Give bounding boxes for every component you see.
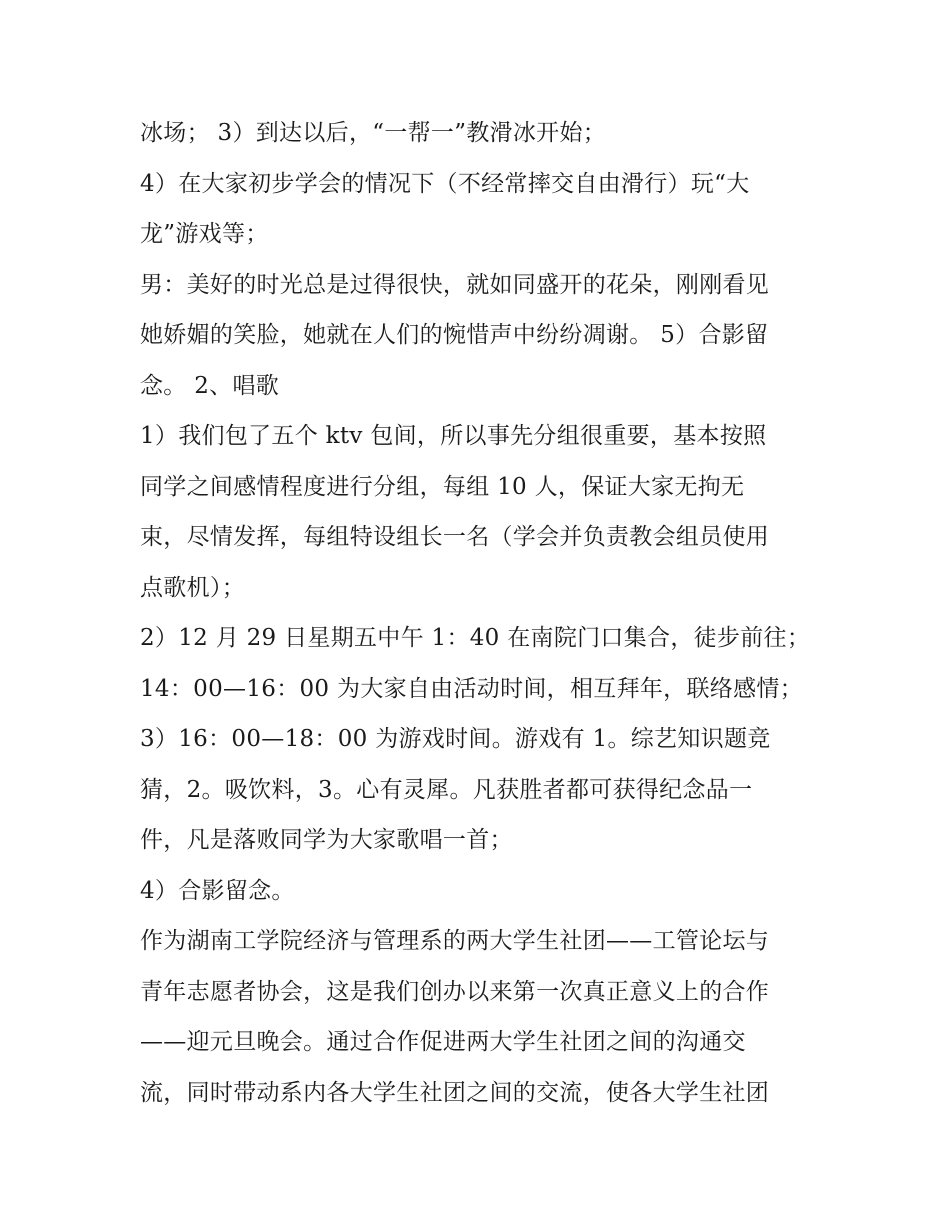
text-line: 男：美好的时光总是过得很快，就如同盛开的花朵，刚刚看见 — [140, 271, 770, 298]
text-line: 1）我们包了五个 ktv 包间，所以事先分组很重要，基本按照 — [140, 423, 767, 449]
text-line: 14：00—16：00 为大家自由活动时间，相互拜年，联络感情； — [140, 675, 803, 702]
text-line: 件，凡是落败同学为大家歌唱一首； — [140, 827, 513, 853]
text-line: 她娇媚的笑脸，她就在人们的惋惜声中纷纷凋谢。 5）合影留 — [140, 322, 769, 348]
body-text — [140, 108, 820, 1118]
text-line: 点歌机）； — [140, 574, 245, 601]
text-line: 冰场； 3）到达以后，“一帮一”教滑冰开始； — [140, 120, 607, 146]
text-line: 同学之间感情程度进行分组，每组 10 人，保证大家无拘无 — [140, 473, 745, 500]
text-line: 青年志愿者协会，这是我们创办以来第一次真正意义上的合作 — [140, 978, 770, 1005]
text-line: ——迎元旦晚会。通过合作促进两大学生社团之间的沟通交 — [140, 1029, 746, 1055]
text-line: 念。 2、唱歌 — [140, 372, 280, 399]
text-line: 束，尽情发挥，每组特设组长一名（学会并负责教会组员使用 — [140, 524, 770, 550]
text-line: 猜，2。吸饮料，3。心有灵犀。凡获胜者都可获得纪念品一 — [140, 776, 753, 803]
text-line: 3）16：00—18：00 为游戏时间。游戏有 1。综艺知识题竞 — [140, 726, 771, 752]
text-line: 作为湖南工学院经济与管理系的两大学生社团——工管论坛与 — [140, 928, 770, 954]
text-line: 4）合影留念。 — [140, 877, 295, 904]
text-line: 4）在大家初步学会的情况下（不经常摔交自由滑行）玩“大 — [140, 170, 750, 197]
text-line: 2）12 月 29 日星期五中午 1：40 在南院门口集合，徒步前往； — [140, 625, 811, 651]
text-line: 龙”游戏等； — [140, 221, 269, 247]
text-line: 流，同时带动系内各大学生社团之间的交流，使各大学生社团 — [140, 1079, 770, 1106]
